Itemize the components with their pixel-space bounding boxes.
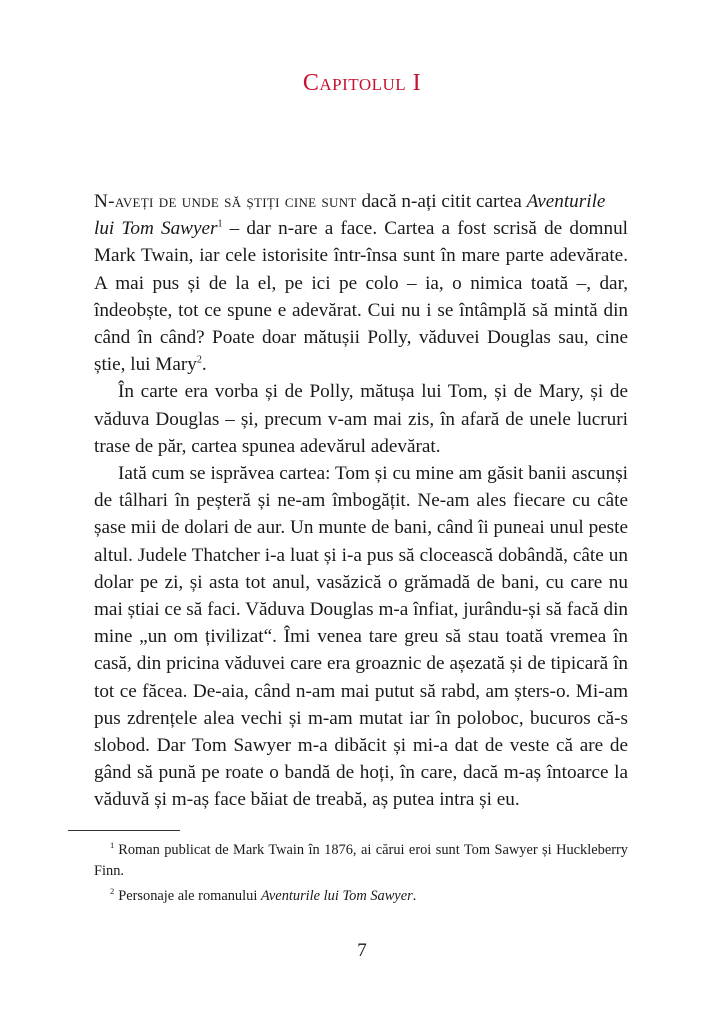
footnotes [94,840,628,911]
paragraph-2: În carte era vorba și de Polly, mătușa lui Tom, și de Mary, și de văduva Douglas – și, precum v-am mai zis, în afară de unele lucruri trase de păr, cartea spunea adevărul adevărat. [94,381,628,457]
book-title: Aventurile [526,191,606,212]
footnote-text: Roman publicat de Mark Twain în 1876, ai cărui eroi sunt Tom Sawyer și Huckleberry Finn. [94,842,628,879]
paragraph-text: dacă n-ați citit cartea [356,191,527,212]
footnote-text: . [412,888,417,904]
footnote-mark: 2 [110,886,115,897]
chapter-title: Capitolul I [302,70,422,96]
opening-smallcaps: N-aveți de unde să știți cine sunt [94,191,357,212]
paragraph-text: – dar n-are a face. Cartea a fost scrisă de domnul Mark Twain, iar cele istorisite într-însa sunt în mare parte adevărate. A mai pus și de la el, pe ici pe colo – ia, o nimica toată –, dar, îndeobște, tot ce spune e adevărat. Cui nu i se întâmplă să mintă din când în când? Poate doar mătușii Polly, văduvei Douglas sau, cine știe, lui Mary [94,218,628,376]
paragraph-1 [94,188,628,378]
footnote-2 [94,886,628,907]
page-number: 7 [357,940,367,961]
footnote-separator [68,830,180,831]
book-title: lui Tom Sawyer [94,218,218,240]
footnote-ref-1[interactable]: 1 [217,218,223,230]
footnote-book-title: Aventurile lui Tom Sawyer [260,888,413,904]
footnote-1 [94,840,628,882]
paragraph-text: . [201,354,207,376]
chapter-text [94,188,628,814]
footnote-text: Personaje ale romanului [118,888,261,904]
footnote-mark: 1 [110,840,115,851]
footnote-ref-2[interactable]: 2 [196,354,202,366]
paragraph-3: Iată cum se isprăvea cartea: Tom și cu mine am găsit banii ascunși de tâlhari în peșteră și ne-am îmbogățit. Ne-am ales fiecare cu câte șase mii de dolari de aur. Un munte de bani, când îi puneai unul peste altul. Judele Thatcher i-a luat și i-a pus să clocească dobândă, câte un dolar pe zi, și asta tot anul, vasăzică o grămadă de bani, cu care nu mai știai ce să faci. Văduva Douglas m-a înfiat, jurându-și să facă din mine „un om țivilizat“. Îmi venea tare greu să stau toată vremea în casă, din pricina văduvei care era groaznic de așezată și de tipicară în tot ce făcea. De-aia, când n-am mai putut să rabd, am șters-o. Mi-am pus zdrențele alea vechi și m-am mutat iar în poloboc, bucuros că-s slobod. Dar Tom Sawyer m-a dibăcit și mi-a dat de veste că are de gând să pună pe roate o bandă de hoți, în care, dacă m-aș întoarce la văduvă și m-aș face băiat de treabă, aș putea intra și eu. [94,463,628,811]
